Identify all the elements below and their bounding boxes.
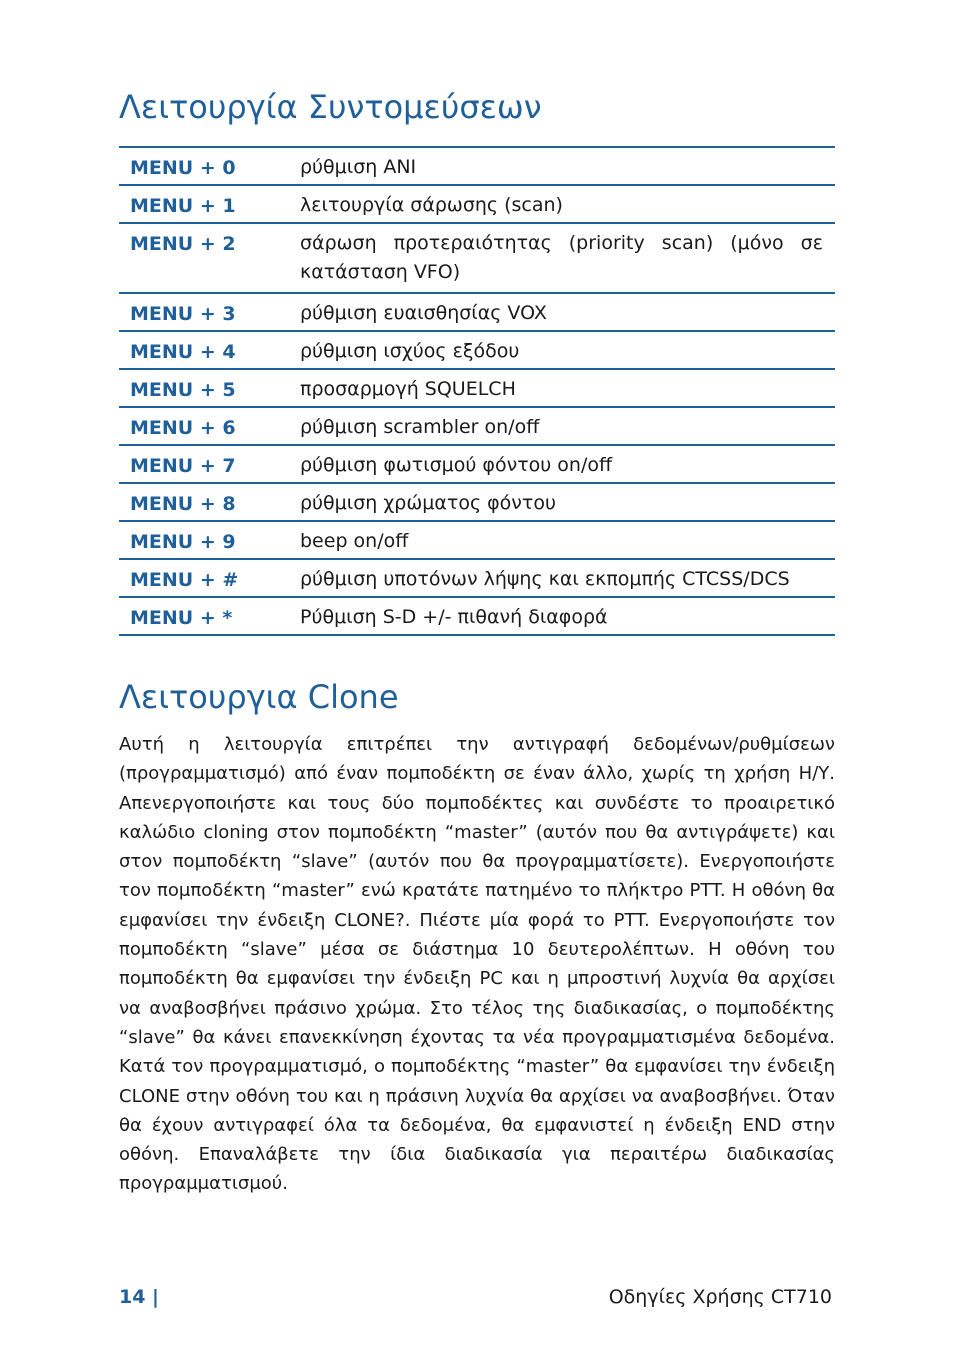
shortcut-key: MENU + 1 (130, 195, 236, 217)
shortcut-key: MENU + 5 (130, 379, 236, 401)
section-title-clone: Λειτουργια Clone (119, 678, 399, 716)
table-row (119, 224, 835, 294)
page-number: 14 | (119, 1286, 159, 1308)
shortcut-description: ρύθμιση scrambler on/off (300, 416, 540, 438)
shortcut-description: ρύθμιση υποτόνων λήψης και εκπομπής CTCSS/DCS (300, 568, 790, 590)
shortcut-key: MENU + 7 (130, 455, 236, 477)
table-row (119, 598, 835, 636)
table-row (119, 408, 835, 446)
shortcut-description: Ρύθμιση S-D +/- πιθανή διαφορά (300, 606, 608, 628)
shortcut-description: beep on/off (300, 530, 409, 552)
shortcut-key: MENU + 9 (130, 531, 236, 553)
shortcut-description: ρύθμιση χρώματος φόντου (300, 492, 556, 514)
table-row (119, 446, 835, 484)
clone-description: Αυτή η λειτουργία επιτρέπει την αντιγραφή δεδομένων/ρυθμίσεων (προγραμματισμό) από έναν πομποδέκτη σε έναν άλλο, χωρίς τη χρήση Η/Υ. Απενεργοποιήστε και τους δύο πομποδέκτες και συνδέστε το προαιρετικό καλώδιο cloning στον πομποδέκτη “master” (αυτόν που θα αντιγράψετε) και στον πομποδέκτη “slave” (αυτόν που θα προγραμματίσετε). Ενεργοποιήστε τον πομποδέκτη “master” ενώ κρατάτε πατημένο το πλήκτρο PTT. Η οθόνη θα εμφανίσει την ένδειξη CLONE?. Πιέστε μία φορά το PTT. Ενεργοποιήστε τον πομποδέκτη “slave” μέσα σε διάστημα 10 δευτερολέπτων. Η οθόνη του πομποδέκτη θα εμφανίσει την ένδειξη PC και η μπροστινή λυχνία θα αρχίσει να αναβοσβήνει πράσινο χρώμα. Στο τέλος της διαδικασίας, ο πομποδέκτης “slave” θα κάνει επανεκκίνηση έχοντας τα νέα προγραμματισμένα δεδομένα. Κατά τον προγραμματισμό, ο πομποδέκτης “master” θα εμφανίσει την ένδειξη CLONE στην οθόνη του και η πράσινη λυχνία θα αρχίσει να αναβοσβήνει. Όταν θα έχουν αντιγραφεί όλα τα δεδομένα, θα εμφανιστεί η ένδειξη END στην οθόνη. Επαναλάβετε την ίδια διαδικασία για περαιτέρω διαδικασίας προγραμματισμού. (119, 734, 835, 1195)
shortcut-key: MENU + 6 (130, 417, 236, 439)
shortcut-description: ρύθμιση ευαισθησίας VOX (300, 302, 547, 324)
table-row (119, 148, 835, 186)
table-row (119, 484, 835, 522)
shortcut-description: σάρωση προτεραιότητας (priority scan) (μόνο σε κατάσταση VFO) (300, 232, 823, 283)
shortcut-key: MENU + 3 (130, 303, 236, 325)
table-row (119, 522, 835, 560)
shortcut-description: προσαρμογή SQUELCH (300, 378, 516, 400)
table-row (119, 560, 835, 598)
shortcut-description: ρύθμιση ισχύος εξόδου (300, 340, 520, 362)
shortcut-key: MENU + 8 (130, 493, 236, 515)
shortcut-description: ρύθμιση ANI (300, 156, 417, 178)
table-row (119, 370, 835, 408)
shortcut-key: MENU + 4 (130, 341, 236, 363)
document-title: Οδηγίες Χρήσης CT710 (608, 1286, 832, 1308)
section-title-shortcuts: Λειτουργία Συντομεύσεων (119, 88, 542, 126)
shortcut-key: MENU + # (130, 569, 239, 591)
shortcut-description: λειτουργία σάρωσης (scan) (300, 194, 563, 216)
shortcuts-table (119, 146, 835, 636)
shortcut-key: MENU + 0 (130, 157, 236, 179)
table-row (119, 332, 835, 370)
shortcut-key: MENU + * (130, 607, 233, 629)
table-row (119, 186, 835, 224)
table-row (119, 294, 835, 332)
shortcut-key: MENU + 2 (130, 233, 236, 255)
shortcut-description: ρύθμιση φωτισμού φόντου on/off (300, 454, 613, 476)
